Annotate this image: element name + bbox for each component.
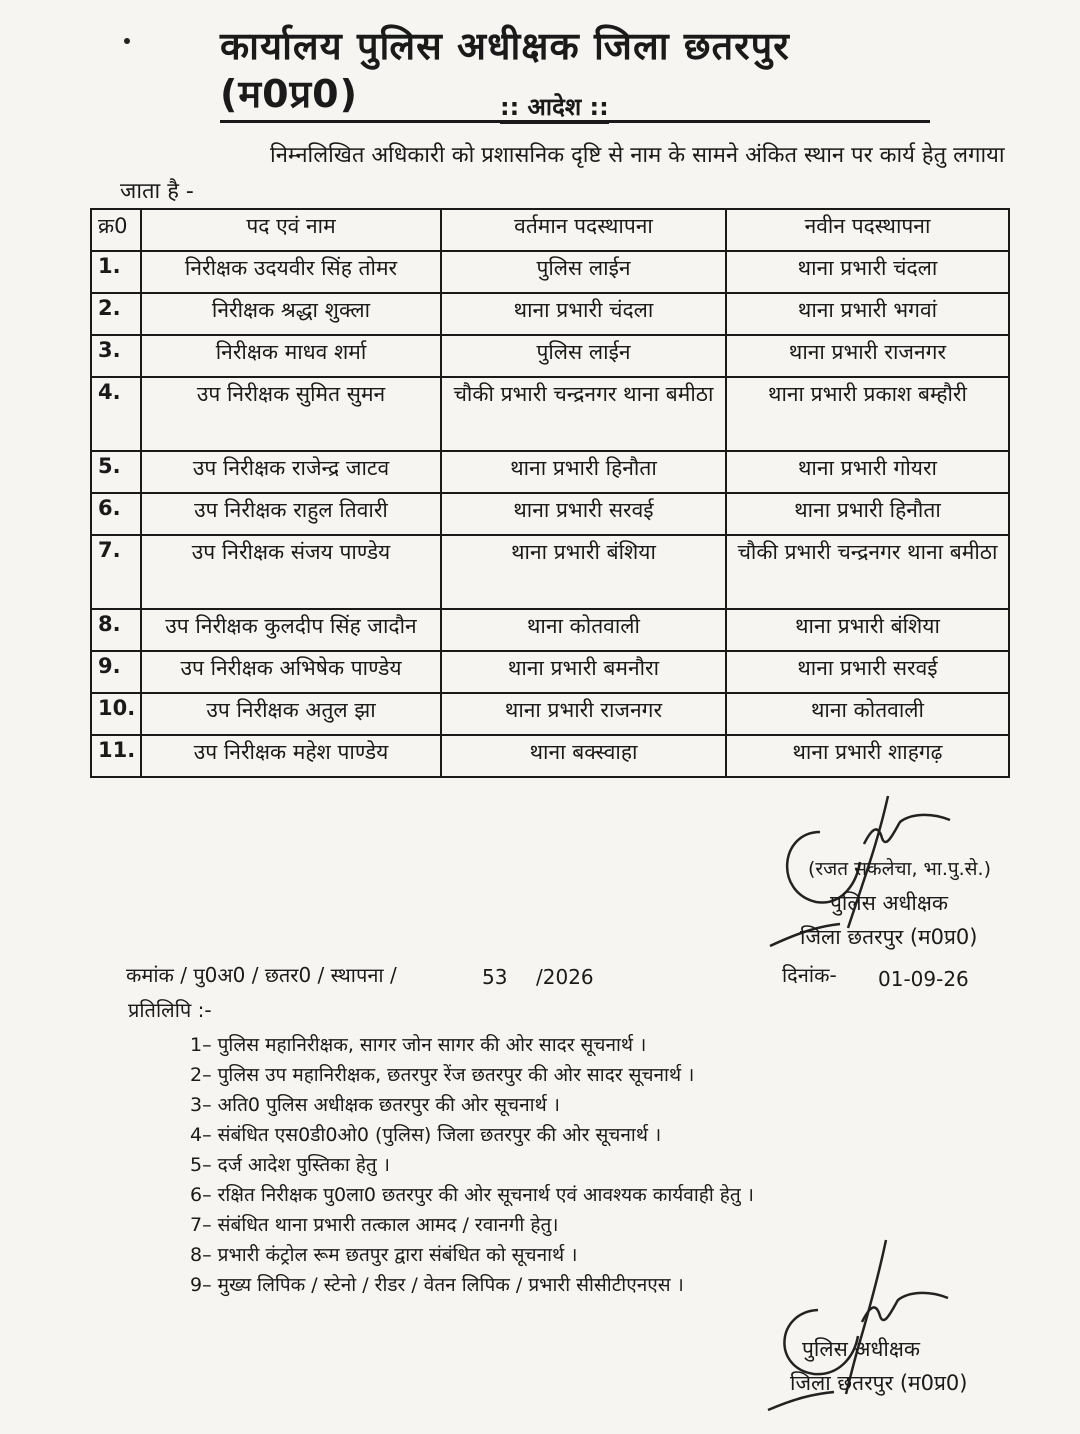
row-sn: 4. (91, 377, 141, 451)
column-header-current-posting: वर्तमान पदस्थापना (441, 209, 726, 251)
row-current-posting: थाना बक्स्वाहा (441, 735, 726, 777)
row-sn: 10. (91, 693, 141, 735)
row-name: उप निरीक्षक महेश पाण्डेय (141, 735, 441, 777)
row-sn: 5. (91, 451, 141, 493)
table-row (91, 535, 1009, 609)
row-name: निरीक्षक उदयवीर सिंह तोमर (141, 251, 441, 293)
column-header-sn: क्र0 (91, 209, 141, 251)
copies-heading: प्रतिलिपि :- (128, 998, 212, 1022)
list-item: 1– पुलिस महानिरीक्षक, सागर जोन सागर की ओर सादर सूचनार्थ । (190, 1034, 647, 1056)
row-name: उप निरीक्षक संजय पाण्डेय (141, 535, 441, 609)
table-header-row (91, 209, 1009, 251)
list-item: 9– मुख्य लिपिक / स्टेनो / रीडर / वेतन लिपिक / प्रभारी सीसीटीएनएस । (190, 1274, 684, 1296)
reference-label: कमांक / पु0अ0 / छतर0 / स्थापना / (126, 963, 397, 987)
table-row (91, 735, 1009, 777)
reference-number: 53 (482, 965, 508, 989)
signatory-district: जिला छतरपुर (म0प्र0) (800, 925, 978, 949)
row-name: उप निरीक्षक सुमित सुमन (141, 377, 441, 451)
row-sn: 9. (91, 651, 141, 693)
signatory-designation: पुलिस अधीक्षक (802, 1337, 921, 1361)
row-name: उप निरीक्षक राहुल तिवारी (141, 493, 441, 535)
row-new-posting: थाना प्रभारी शाहगढ़ (726, 735, 1009, 777)
list-item: 5– दर्ज आदेश पुस्तिका हेतु । (190, 1154, 390, 1176)
row-sn: 7. (91, 535, 141, 609)
signatory-district: जिला छतरपुर (म0प्र0) (790, 1371, 968, 1395)
row-current-posting: थाना कोतवाली (441, 609, 726, 651)
row-current-posting: पुलिस लाईन (441, 335, 726, 377)
signatory-designation: पुलिस अधीक्षक (830, 891, 949, 915)
row-new-posting: थाना प्रभारी भगवां (726, 293, 1009, 335)
table-row (91, 335, 1009, 377)
row-current-posting: चौकी प्रभारी चन्द्रनगर थाना बमीठा (441, 377, 726, 451)
list-item: 2– पुलिस उप महानिरीक्षक, छतरपुर रेंज छतरपुर की ओर सादर सूचनार्थ । (190, 1064, 695, 1086)
table-row (91, 693, 1009, 735)
ink-dot (124, 38, 130, 44)
date-value: 01-09-26 (878, 967, 969, 991)
column-header-new-posting: नवीन पदस्थापना (726, 209, 1009, 251)
row-current-posting: थाना प्रभारी बंशिया (441, 535, 726, 609)
row-new-posting: थाना प्रभारी हिनौता (726, 493, 1009, 535)
row-name: उप निरीक्षक अभिषेक पाण्डेय (141, 651, 441, 693)
row-name: उप निरीक्षक राजेन्द्र जाटव (141, 451, 441, 493)
table-row (91, 451, 1009, 493)
date-label: दिनांक- (782, 963, 837, 987)
office-title: कार्यालय पुलिस अधीक्षक जिला छतरपुर (म0प्र0) (220, 22, 930, 123)
row-sn: 6. (91, 493, 141, 535)
row-sn: 8. (91, 609, 141, 651)
row-name: उप निरीक्षक अतुल झा (141, 693, 441, 735)
row-sn: 2. (91, 293, 141, 335)
row-new-posting: थाना प्रभारी सरवई (726, 651, 1009, 693)
transfer-table (90, 208, 1010, 778)
table-row (91, 493, 1009, 535)
row-new-posting: थाना प्रभारी चंदला (726, 251, 1009, 293)
row-sn: 1. (91, 251, 141, 293)
order-heading: :: आदेश :: (500, 92, 609, 124)
intro-paragraph: निम्नलिखित अधिकारी को प्रशासनिक दृष्टि से नाम के सामने अंकित स्थान पर कार्य हेतु लगाया जाता है - (120, 143, 1005, 204)
row-new-posting: थाना प्रभारी प्रकाश बम्हौरी (726, 377, 1009, 451)
table-row (91, 377, 1009, 451)
list-item: 6– रक्षित निरीक्षक पु0ला0 छतरपुर की ओर सूचनार्थ एवं आवश्यक कार्यवाही हेतु । (190, 1184, 754, 1206)
list-item: 7– संबंधित थाना प्रभारी तत्काल आमद / रवानगी हेतु। (190, 1214, 559, 1236)
signature-block (790, 1332, 1040, 1400)
row-current-posting: पुलिस लाईन (441, 251, 726, 293)
column-header-name: पद एवं नाम (141, 209, 441, 251)
list-item: 3– अति0 पुलिस अधीक्षक छतरपुर की ओर सूचनार्थ । (190, 1094, 560, 1116)
list-item: 8– प्रभारी कंट्रोल रूम छतपुर द्वारा संबंधित को सूचनार्थ । (190, 1244, 578, 1266)
row-name: निरीक्षक श्रद्धा शुक्ला (141, 293, 441, 335)
row-current-posting: थाना प्रभारी हिनौता (441, 451, 726, 493)
row-current-posting: थाना प्रभारी चंदला (441, 293, 726, 335)
reference-year: /2026 (536, 965, 594, 989)
row-new-posting: थाना प्रभारी बंशिया (726, 609, 1009, 651)
table-row (91, 293, 1009, 335)
row-sn: 11. (91, 735, 141, 777)
row-new-posting: चौकी प्रभारी चन्द्रनगर थाना बमीठा (726, 535, 1009, 609)
row-sn: 3. (91, 335, 141, 377)
signature-block (790, 852, 1040, 954)
row-name: निरीक्षक माधव शर्मा (141, 335, 441, 377)
table-row (91, 609, 1009, 651)
signatory-name: (रजत सकलेचा, भा.पु.से.) (808, 858, 991, 880)
row-name: उप निरीक्षक कुलदीप सिंह जादौन (141, 609, 441, 651)
row-new-posting: थाना प्रभारी राजनगर (726, 335, 1009, 377)
row-current-posting: थाना प्रभारी सरवई (441, 493, 726, 535)
row-new-posting: थाना कोतवाली (726, 693, 1009, 735)
row-current-posting: थाना प्रभारी राजनगर (441, 693, 726, 735)
row-new-posting: थाना प्रभारी गोयरा (726, 451, 1009, 493)
table-row (91, 251, 1009, 293)
row-current-posting: थाना प्रभारी बमनौरा (441, 651, 726, 693)
table-row (91, 651, 1009, 693)
list-item: 4– संबंधित एस0डी0ओ0 (पुलिस) जिला छतरपुर की ओर सूचनार्थ । (190, 1124, 662, 1146)
